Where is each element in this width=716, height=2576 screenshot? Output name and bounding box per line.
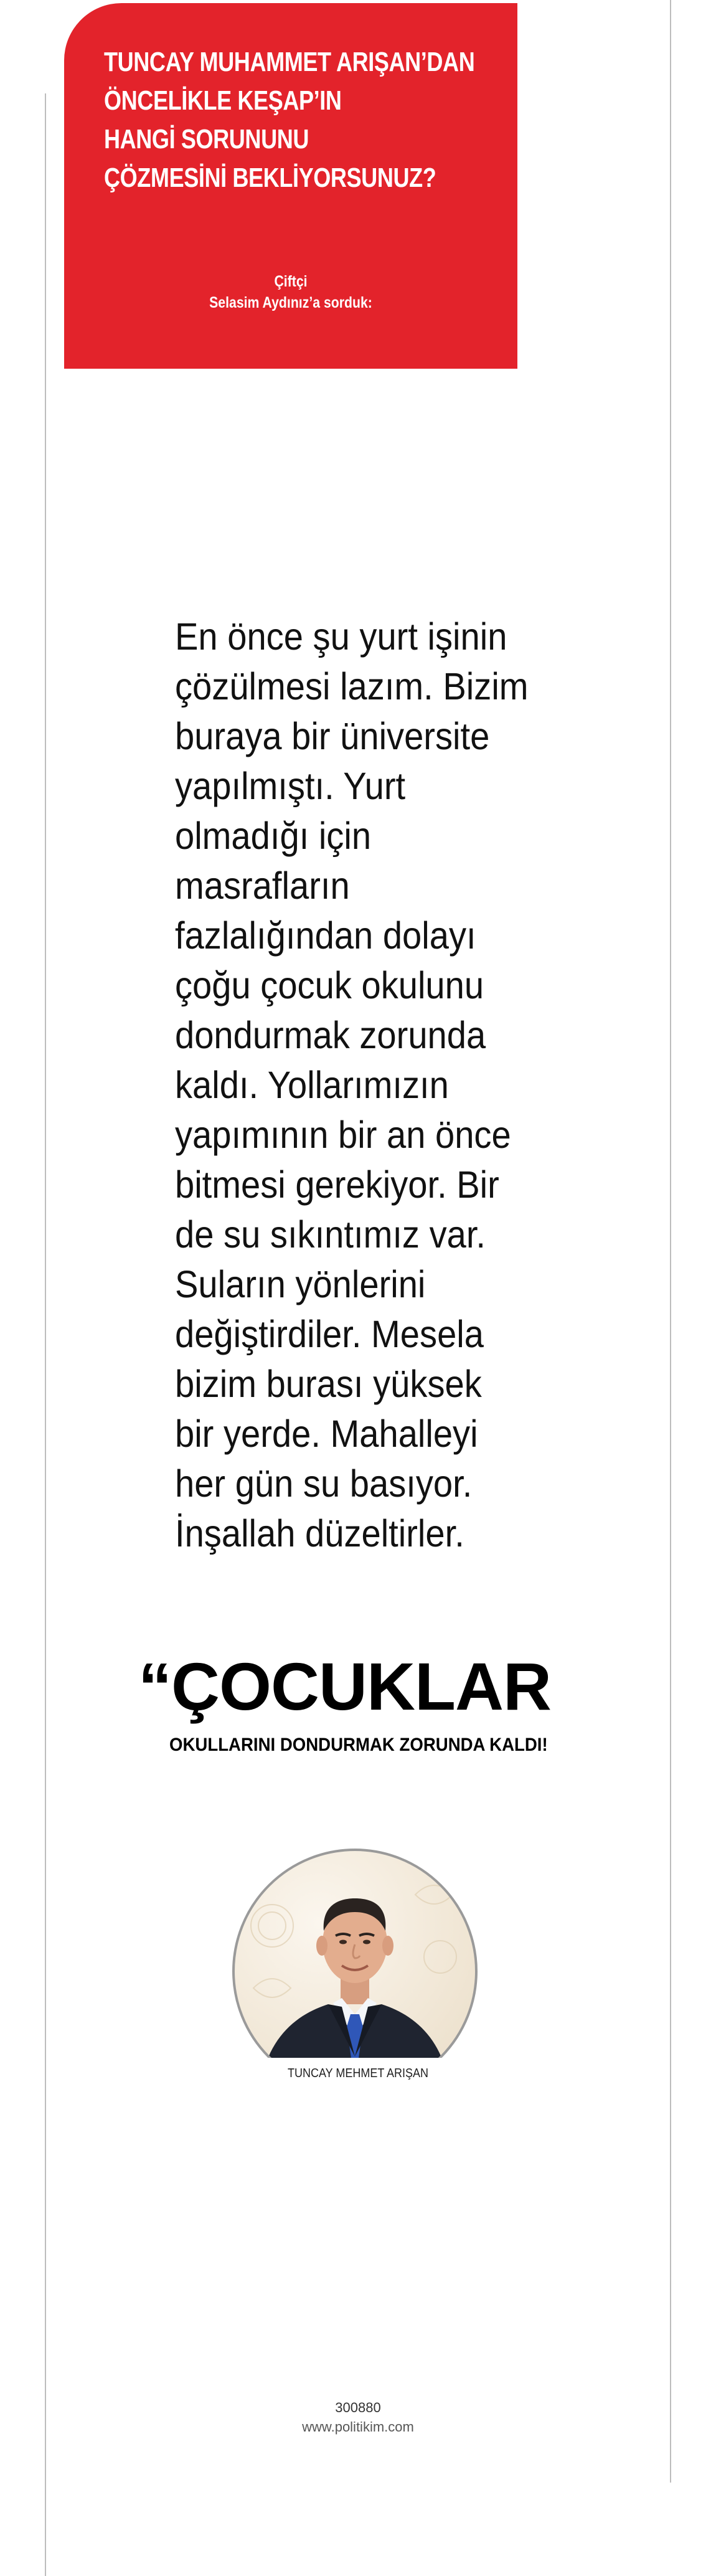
portrait-caption: TUNCAY MEHMET ARIŞAN	[287, 2067, 429, 2080]
question-title-line: TUNCAY MUHAMMET ARIŞAN’DAN	[104, 47, 475, 77]
footer-page-id: 300880	[335, 2400, 381, 2415]
respondent-name: Selasim Aydınız’a sorduk:	[209, 294, 372, 311]
answer-line: bizim burası yüksek	[175, 1363, 482, 1405]
left-border-rule	[45, 93, 46, 2576]
answer-line: olmadığı için	[175, 815, 372, 857]
answer-line: değiştirdiler. Mesela	[175, 1313, 484, 1355]
right-border-rule	[670, 0, 671, 2483]
answer-line: bitmesi gerekiyor. Bir	[175, 1163, 499, 1206]
portrait-frame	[232, 1849, 478, 2058]
answer-line: bir yerde. Mahalleyi	[175, 1413, 478, 1455]
respondent-occupation: Çiftçi	[274, 273, 308, 290]
respondent-intro	[98, 271, 484, 313]
question-title	[104, 43, 475, 197]
answer-line: dondurmak zorunda	[175, 1014, 486, 1056]
answer-line: çözülmesi lazım. Bizim	[175, 665, 529, 708]
answer-line: yapımının bir an önce	[175, 1114, 511, 1156]
answer-line: En önce şu yurt işinin	[175, 615, 507, 658]
answer-line: masrafların	[175, 864, 350, 907]
pull-quote-subline: OKULLARINI DONDURMAK ZORUNDA KALDI!	[169, 1735, 548, 1755]
answer-line: Suların yönlerini	[175, 1263, 426, 1305]
answer-line: yapılmıştı. Yurt	[175, 765, 406, 807]
answer-line: de su sıkıntımız var.	[175, 1213, 486, 1256]
answer-line: kaldı. Yollarımızın	[175, 1064, 449, 1106]
answer-text	[175, 612, 542, 1558]
answer-line: her gün su basıyor.	[175, 1462, 473, 1505]
answer-line: çoğu çocuk okulunu	[175, 964, 484, 1006]
person-portrait-icon	[235, 1851, 475, 2058]
pull-quote-headline: “ÇOCUKLAR	[138, 1649, 551, 1724]
question-title-line: HANGİ SORUNUNU	[104, 124, 309, 154]
answer-line: fazlalığından dolayı	[175, 914, 476, 957]
answer-line: buraya bir üniversite	[175, 715, 490, 757]
question-title-line: ÇÖZMESİNİ BEKLİYORSUNUZ?	[104, 163, 436, 193]
question-header-box	[64, 3, 517, 369]
footer-website-link[interactable]: www.politikim.com	[302, 2419, 414, 2435]
portrait-photo	[232, 1849, 481, 2058]
question-title-line: ÖNCELİKLE KEŞAP’IN	[104, 85, 342, 116]
answer-line: İnşallah düzeltirler.	[175, 1512, 464, 1555]
